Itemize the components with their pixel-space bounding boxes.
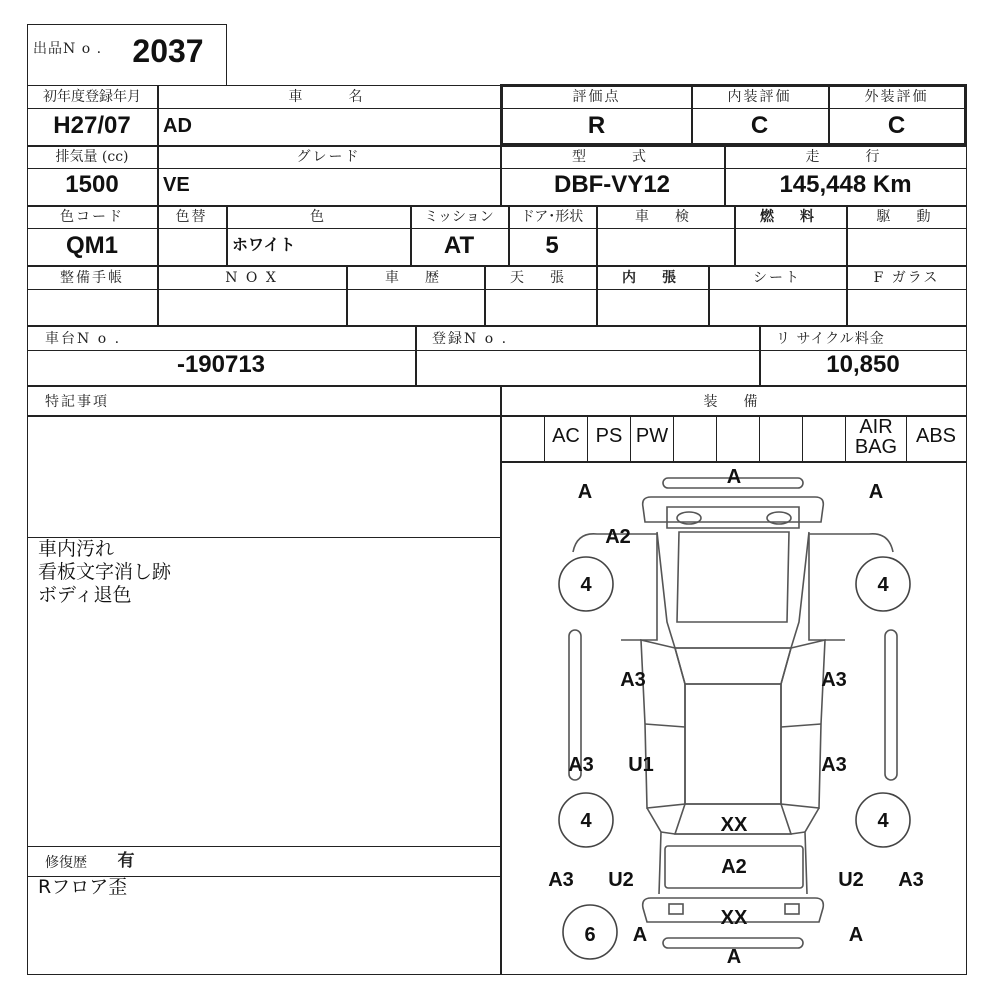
- damage-mark: A3: [821, 754, 847, 776]
- interior-value: C: [750, 112, 769, 139]
- damage-mark: A3: [898, 869, 924, 891]
- equipment-airbag-line1: AIR: [859, 416, 893, 438]
- car-name-label: 車 名: [288, 89, 369, 105]
- damage-mark: U2: [608, 869, 634, 891]
- history-label: 車 歴: [385, 270, 445, 286]
- damage-mark: 6: [584, 924, 596, 946]
- car-name-value: AD: [163, 115, 192, 137]
- fuel-label: 燃 料: [760, 209, 820, 225]
- interior-label: 内装評価: [727, 89, 792, 105]
- damage-mark: A3: [821, 669, 847, 691]
- damage-mark: A3: [548, 869, 574, 891]
- note-line: ボディ退色: [38, 584, 132, 606]
- row-line: [27, 385, 967, 387]
- reg-no-label: 登録N o .: [432, 331, 509, 347]
- seat-label: シート: [753, 270, 801, 286]
- damage-mark: A: [868, 481, 884, 503]
- damage-mark: U1: [628, 754, 654, 776]
- damage-mark: XX: [720, 907, 748, 929]
- damage-mark: A3: [620, 669, 646, 691]
- drive-label: 駆 動: [876, 209, 937, 225]
- damage-mark: XX: [720, 814, 748, 836]
- score-value: R: [587, 112, 606, 139]
- grade-value: VE: [163, 174, 190, 196]
- mileage-label: 走 行: [805, 149, 886, 165]
- interior-trim-label: 内 張: [622, 270, 682, 286]
- displacement-label: 排気量 (cc): [55, 149, 129, 165]
- mission-label: ミッション: [424, 209, 494, 225]
- row-line: [27, 325, 967, 327]
- lot-number-label: 出品N o .: [33, 41, 103, 57]
- color-code-value: QM1: [65, 232, 118, 259]
- damage-mark: A: [577, 481, 593, 503]
- first-reg-value: H27/07: [53, 112, 131, 139]
- damage-mark: 4: [580, 810, 592, 832]
- damage-mark: A: [726, 946, 742, 968]
- repair-note: Rフロア歪: [38, 876, 128, 898]
- mission-value: AT: [443, 232, 475, 259]
- doors-label: ドア･形状: [520, 209, 584, 225]
- color-value: ホワイト: [232, 237, 296, 254]
- col-line: [415, 325, 417, 385]
- equipment-abs: ABS: [915, 425, 957, 447]
- row-line: [27, 846, 501, 847]
- recycle-label: リ サイクル料金: [776, 331, 885, 347]
- mileage-value: 145,448 Km: [779, 171, 912, 198]
- chassis-value: -190713: [176, 351, 266, 378]
- recycle-value: 10,850: [826, 351, 900, 378]
- equipment-airbag-line2: BAG: [854, 436, 898, 458]
- col-line: [716, 415, 717, 461]
- damage-mark: 4: [877, 574, 889, 596]
- lot-number: 2037: [132, 33, 204, 69]
- repair-history-value: 有: [117, 851, 137, 871]
- row-line: [27, 415, 967, 417]
- col-line: [673, 415, 674, 461]
- grade-label: グレード: [296, 149, 361, 165]
- nox-label: N O X: [225, 270, 278, 286]
- exterior-value: C: [887, 112, 906, 139]
- col-line: [802, 415, 803, 461]
- notes-label: 特記事項: [45, 394, 109, 410]
- equipment-ps: PS: [595, 425, 623, 447]
- roof-label: 天 張: [510, 270, 570, 286]
- damage-mark: A2: [721, 856, 747, 878]
- damage-mark: A2: [605, 526, 631, 548]
- color-code-label: 色コード: [60, 209, 124, 225]
- inspection-label: 車 検: [635, 209, 695, 225]
- damage-mark: U2: [838, 869, 864, 891]
- score-label: 評価点: [572, 89, 621, 105]
- exterior-label: 外装評価: [864, 89, 929, 105]
- doors-value: 5: [545, 232, 559, 259]
- repair-history-label: 修復歴: [45, 855, 87, 871]
- service-book-label: 整備手帳: [60, 270, 124, 286]
- damage-mark: A: [632, 924, 648, 946]
- color-label: 色: [310, 209, 326, 225]
- damage-mark: A: [726, 466, 742, 488]
- note-line: 車内汚れ: [38, 538, 115, 560]
- damage-mark: A: [848, 924, 864, 946]
- model-label: 型 式: [572, 149, 652, 165]
- first-reg-label: 初年度登録年月: [43, 89, 141, 105]
- displacement-value: 1500: [65, 171, 119, 198]
- damage-mark: A3: [568, 754, 594, 776]
- note-line: 看板文字消し跡: [38, 561, 172, 583]
- col-line: [759, 415, 760, 461]
- row-line: [27, 289, 967, 290]
- equipment-pw: PW: [635, 425, 669, 447]
- vehicle-damage-diagram: [501, 462, 966, 974]
- model-value: DBF-VY12: [553, 171, 671, 198]
- damage-mark: 4: [877, 810, 889, 832]
- equipment-ac: AC: [552, 425, 580, 447]
- chassis-label: 車台N o .: [45, 331, 122, 347]
- damage-mark: 4: [580, 574, 592, 596]
- f-glass-label: F ガラス: [873, 270, 940, 286]
- color-change-label: 色替: [175, 209, 208, 225]
- equipment-label: 装 備: [703, 394, 764, 410]
